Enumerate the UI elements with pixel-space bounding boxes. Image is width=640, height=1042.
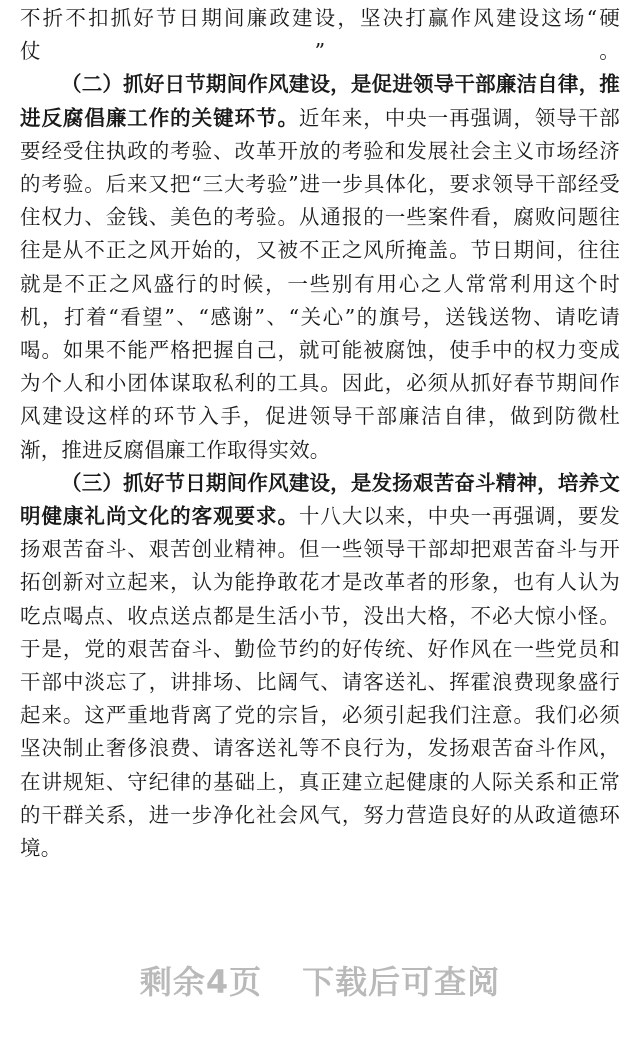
download-banner[interactable] [0,955,640,1005]
paragraph-2-heading: （二）抓好日节期间作风建设，是促进领导干部廉洁自律，推进反腐倡廉工作的关键环节。 [20,72,620,130]
paragraph-3-heading: （三）抓好节日期间作风建设，是发扬艰苦奋斗精神，培养文明健康礼尚文化的客观要求。 [20,470,620,529]
paragraph-1 [20,2,620,68]
download-prompt-label[interactable]: 下载后可查阅 [302,963,501,1001]
paragraph-3 [20,467,620,865]
paragraph-2 [20,68,620,466]
paragraph-1-text: 不折不扣抓好节日期间廉政建设，坚决打赢作风建设这场“硬仗”。 [20,6,620,64]
remaining-pages-label: 剩余4页 [139,963,263,1001]
document-body [20,2,620,865]
paragraph-3-text: 十八大以来，中央一再强调，要发扬艰苦奋斗、艰苦创业精神。但一些领导干部却把艰苦奋斗与开拓创新对立起来，认为能挣敢花才是改革者的形象，也有人认为吃点喝点、收点送点都是生活小节，没出大格，不必大惊小怪。于是，党的艰苦奋斗、勤俭节约的好传统、好作风在一些党员和干部中淡忘了，讲排场、比阔气、请客送礼、挥霍浪费现象盛行起来。这严重地背离了党的宗旨，必须引起我们注意。我们必须坚决制止奢侈浪费、请客送礼等不良行为，发扬艰苦奋斗作风，在讲规矩、守纪律的基础上，真正建立起健康的人际关系和正常的干群关系，进一步净化社会风气，努力营造良好的从政道德环境。 [20,504,620,861]
paragraph-2-text: 近年来，中央一再强调，领导干部要经受住执政的考验、改革开放的考验和发展社会主义市场经济的考验。后来又把“三大考验”进一步具体化，要求领导干部经受住权力、金钱、美色的考验。从通报的一些案件看，腐败问题往往是从不正之风开始的，又被不正之风所掩盖。节日期间，往往就是不正之风盛行的时候，一些别有用心之人常常利用这个时机，打着“看望”、“感谢”、“关心”的旗号，送钱送物、请吃请喝。如果不能严格把握自己，就可能被腐蚀，使手中的权力变成为个人和小团体谋取私利的工具。因此，必须从抓好春节期间作风建设这样的环节入手，促进领导干部廉洁自律，做到防微杜渐，推进反腐倡廉工作取得实效。 [20,105,620,462]
